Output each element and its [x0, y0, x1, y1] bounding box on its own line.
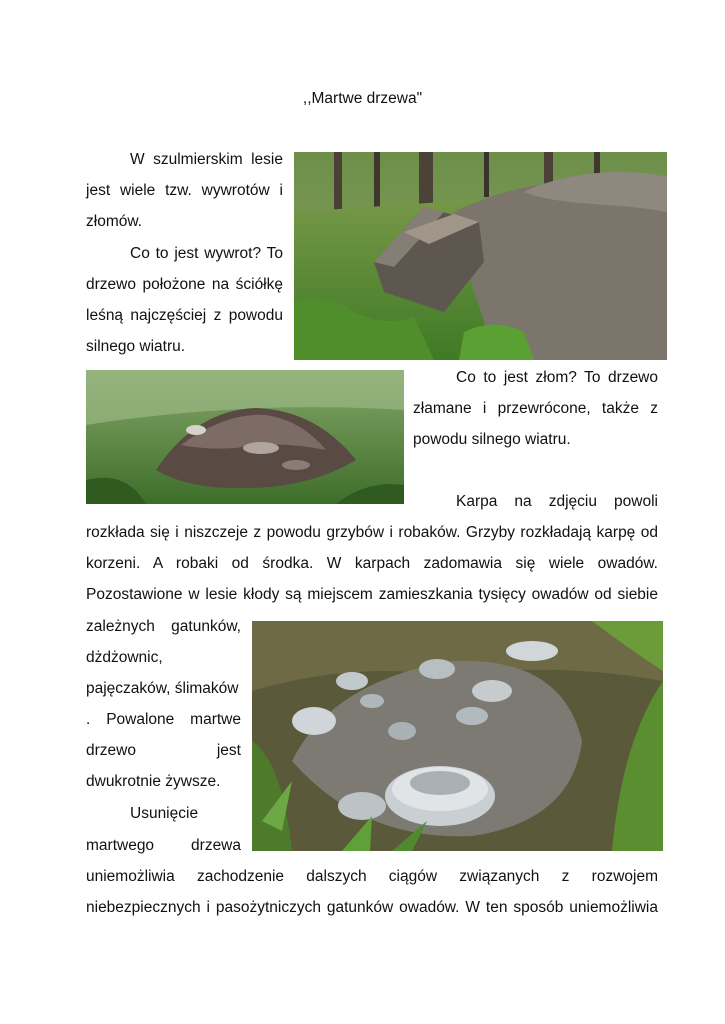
p5-line-2: martwego drzewa: [86, 837, 241, 854]
p4-line-6: dżdżownic,: [86, 649, 163, 666]
p4-line-5: zależnych gatunków,: [86, 618, 241, 635]
p1-line-2: jest wiele tzw. wywrotów i: [86, 182, 283, 199]
p5-line-1: Usunięcie: [130, 805, 199, 822]
photo-uprooted-tree: [294, 152, 667, 360]
photo-bracket-fungi: [252, 621, 663, 851]
p4-line-1: Karpa na zdjęciu powoli: [456, 493, 658, 510]
p2-line-3: leśną najczęściej z powodu: [86, 307, 283, 324]
p5-line-3: uniemożliwia zachodzenie dalszych ciągów związanych z rozwojem: [86, 868, 658, 885]
bracket-fungi-image: [252, 621, 663, 851]
broken-stump-image: [86, 370, 404, 504]
p4-line-10: dwukrotnie żywsze.: [86, 773, 221, 790]
p4-line-3: korzeni. A robaki od środka. W karpach zadomawia się wiele owadów.: [86, 555, 658, 572]
p3-line-3: powodu silnego wiatru.: [413, 431, 571, 448]
p1-line-3: złomów.: [86, 213, 142, 230]
p4-line-8: . Powalone martwe: [86, 711, 241, 728]
p4-line-4: Pozostawione w lesie kłody są miejscem zamieszkania tysięcy owadów od siebie: [86, 586, 658, 603]
p2-line-4: silnego wiatru.: [86, 338, 186, 355]
photo-broken-stump: [86, 370, 404, 504]
p3-line-2: złamane i przewrócone, także z: [413, 400, 658, 417]
p4-line-7: pajęczaków, ślimaków: [86, 680, 239, 697]
uprooted-tree-image: [294, 152, 667, 360]
p2-line-1: Co to jest wywrot? To: [130, 245, 283, 262]
p1-line-1: W szulmierskim lesie: [130, 151, 283, 168]
p2-line-2: drzewo położone na ściółkę: [86, 276, 283, 293]
p5-line-4: niebezpiecznych i pasożytniczych gatunków owadów. W ten sposób uniemożliwia: [86, 899, 658, 916]
p4-line-2: rozkłada się i niszczeje z powodu grzybów i robaków. Grzyby rozkładają karpę od: [86, 524, 658, 541]
p3-line-1: Co to jest złom? To drzewo: [456, 369, 658, 386]
p4-line-9: drzewo jest: [86, 742, 241, 759]
page-title: ,,Martwe drzewa": [302, 90, 423, 107]
